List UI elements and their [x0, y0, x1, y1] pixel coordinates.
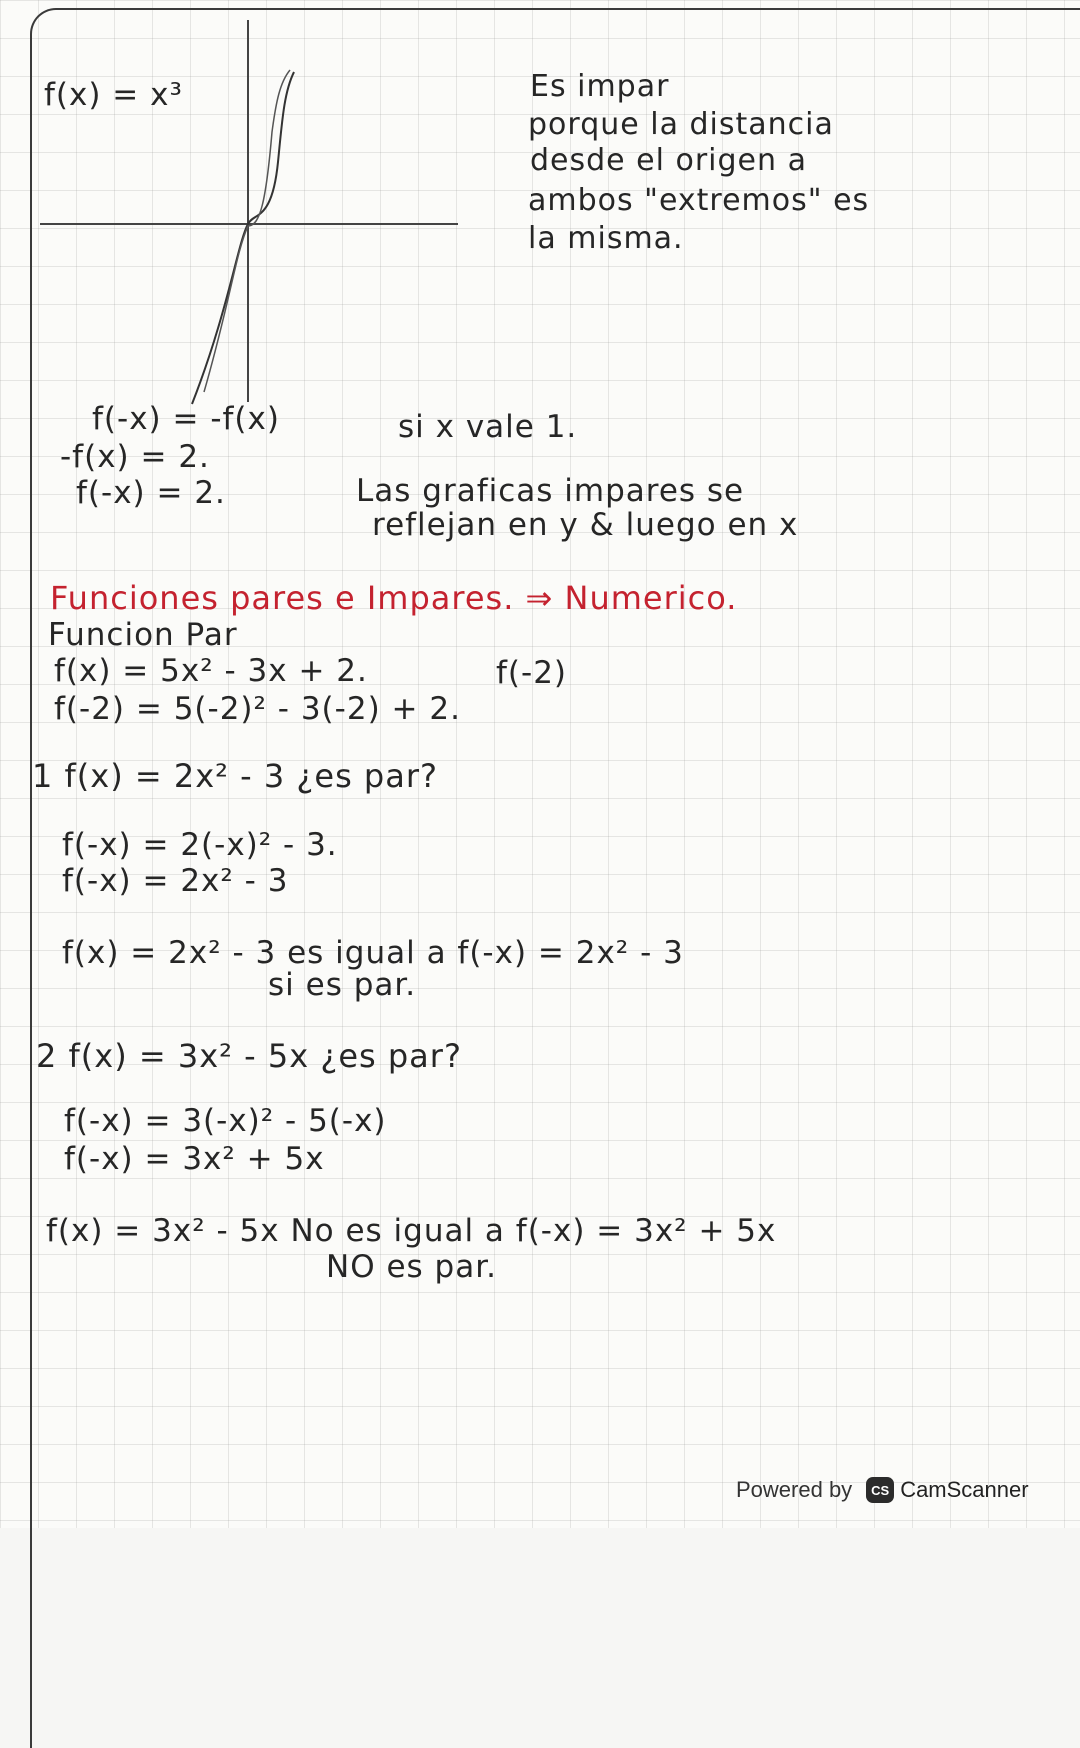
cubic-graph [40, 12, 480, 412]
ex1-step-2: f(-x) = 2x² - 3 [62, 863, 289, 899]
note-line-1: Es impar [530, 69, 670, 104]
note-line-2: porque la distancia [528, 107, 834, 142]
ex2-conclusion-1: f(x) = 3x² - 5x No es igual a f(-x) = 3x² + 5x [46, 1213, 777, 1249]
funcion-par-eval: f(-2) [496, 655, 568, 691]
odd-rule-condition: si x vale 1. [398, 409, 578, 445]
ex2-step-1: f(-x) = 3(-x)² - 5(-x) [64, 1103, 387, 1139]
ex1-step-1: f(-x) = 2(-x)² - 3. [62, 827, 338, 863]
odd-rule-line-3: f(-x) = 2. [76, 475, 226, 511]
funcion-par-line-2: f(-2) = 5(-2)² - 3(-2) + 2. [54, 691, 461, 727]
ex2-conclusion-2: NO es par. [326, 1249, 497, 1285]
note-line-5: la misma. [528, 221, 684, 256]
note-line-3: desde el origen a [530, 143, 807, 178]
ex1-question: 1 f(x) = 2x² - 3 ¿es par? [32, 757, 438, 795]
reflect-line-2: reflejan en y & luego en x [372, 507, 799, 543]
ex1-conclusion-2: si es par. [268, 967, 417, 1003]
note-line-4: ambos "extremos" es [528, 183, 870, 218]
camscanner-logo [866, 1477, 1028, 1503]
ex2-step-2: f(-x) = 3x² + 5x [64, 1141, 325, 1177]
funcion-par-title: Funcion Par [48, 617, 238, 653]
funcion-par-line-1: f(x) = 5x² - 3x + 2. [54, 653, 368, 689]
odd-rule-line-1: f(-x) = -f(x) [92, 401, 280, 437]
camscanner-footer [736, 1472, 1029, 1508]
reflect-line-1: Las graficas impares se [356, 473, 745, 509]
camscanner-icon: CS [866, 1477, 894, 1503]
camscanner-brand: CamScanner [900, 1477, 1029, 1502]
section-heading: Funciones pares e Impares. ⇒ Numerico. [50, 579, 738, 617]
odd-rule-line-2: -f(x) = 2. [60, 439, 210, 475]
ex2-question: 2 f(x) = 3x² - 5x ¿es par? [36, 1037, 462, 1075]
ex1-conclusion-1: f(x) = 2x² - 3 es igual a f(-x) = 2x² - 3 [62, 935, 684, 971]
graph-label: f(x) = x³ [44, 77, 183, 113]
powered-by-label: Powered by [736, 1477, 853, 1502]
